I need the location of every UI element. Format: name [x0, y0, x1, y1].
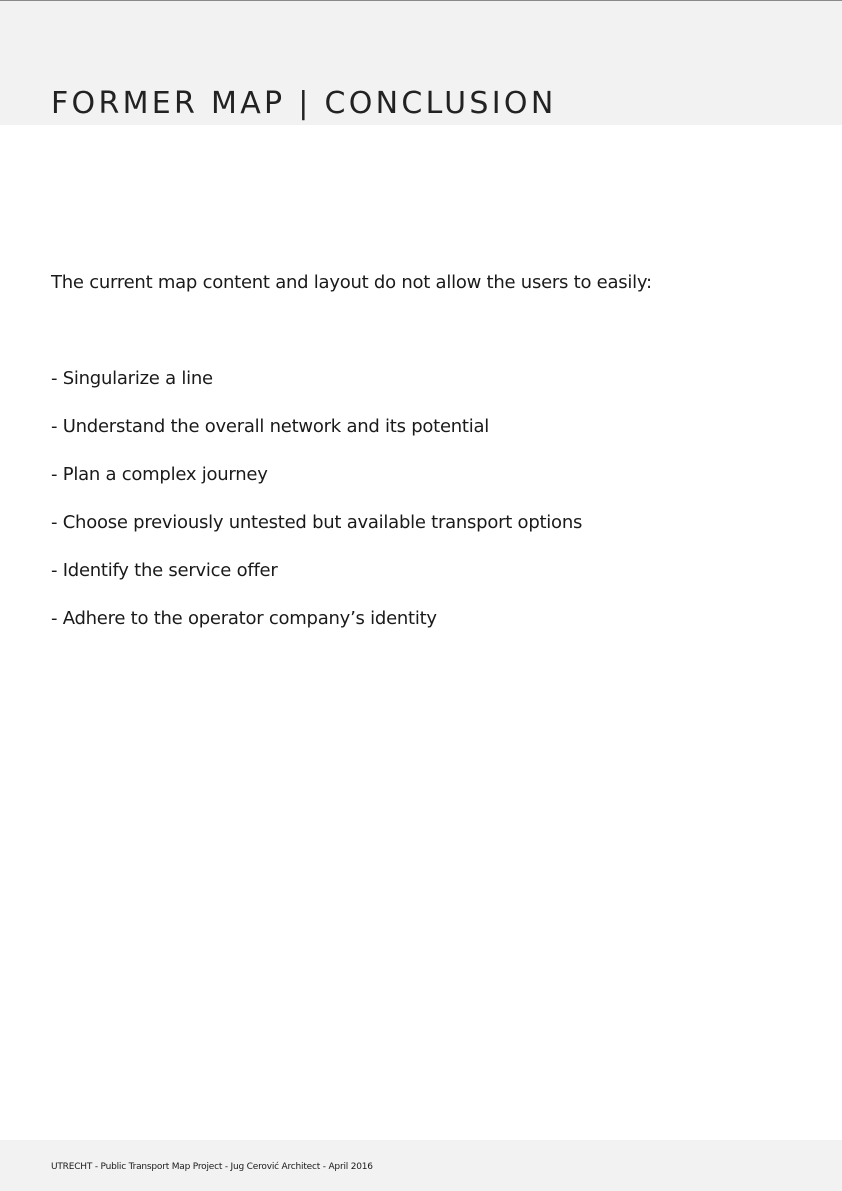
list-item: - Plan a complex journey [51, 464, 268, 485]
list-item: - Choose previously untested but available transport options [51, 512, 583, 533]
page-title: FORMER MAP | CONCLUSION [51, 86, 557, 121]
conclusion-list [51, 367, 582, 655]
footer-credits: UTRECHT - Public Transport Map Project - Jug Cerović Architect - April 2016 [51, 1162, 373, 1172]
list-item: - Understand the overall network and its potential [51, 416, 490, 437]
list-item: - Identify the service offer [51, 560, 278, 581]
intro-paragraph: The current map content and layout do not allow the users to easily: [51, 272, 652, 293]
list-item: - Adhere to the operator company’s identity [51, 608, 437, 629]
list-item: - Singularize a line [51, 368, 213, 389]
